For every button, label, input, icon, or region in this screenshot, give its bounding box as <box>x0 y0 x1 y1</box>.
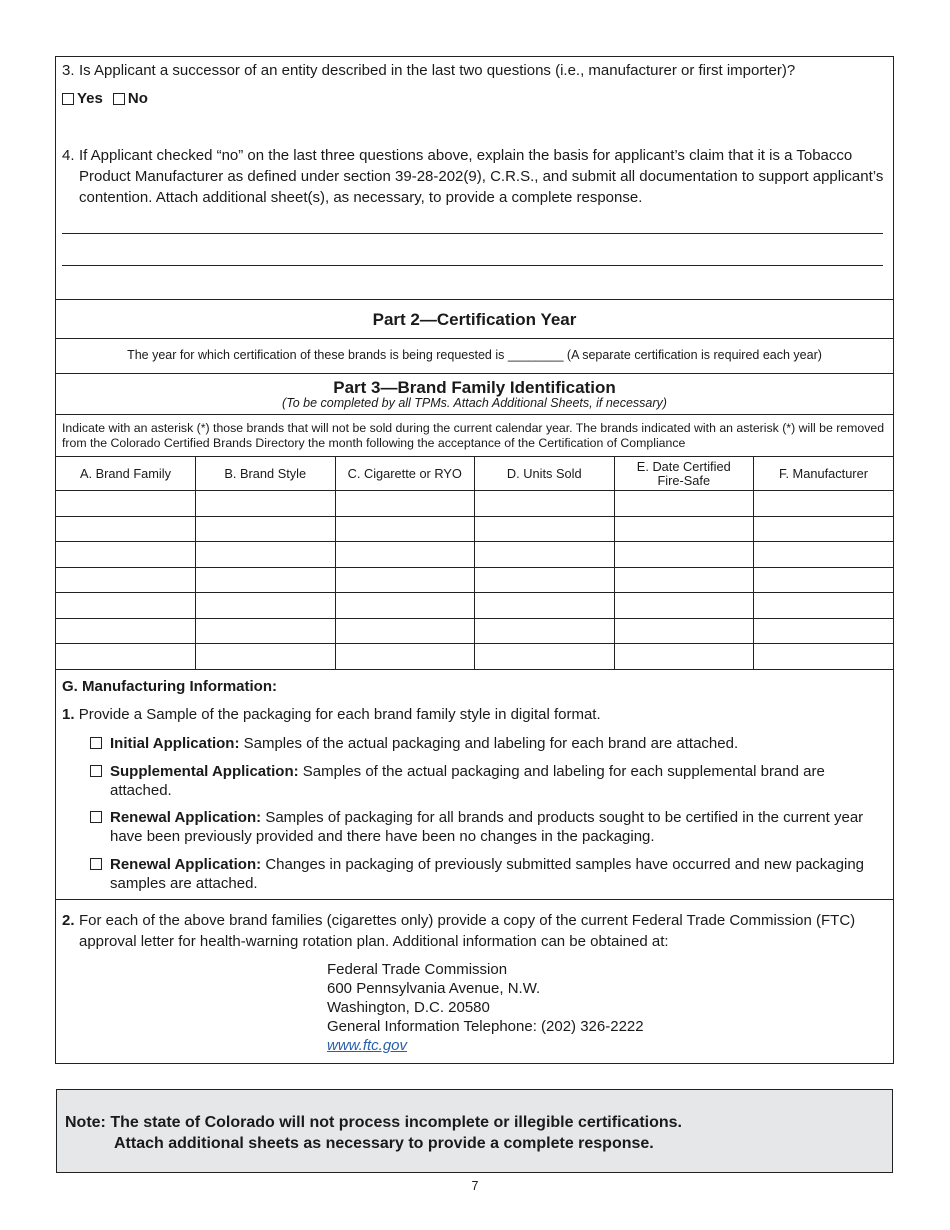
table-cell[interactable] <box>196 542 336 568</box>
manufacturing-title: G. Manufacturing Information: <box>62 678 277 695</box>
table-cell[interactable] <box>614 491 754 517</box>
question-4-text: If Applicant checked “no” on the last three questions above, explain the basis for applicant’s claim that it is a Tobacco Product Manufacturer as defined under section 39-28-202(9), C.R.S., and submit all documentation to support applicant’s contention. Attach additional sheet(s), as necessary, to provide a complete response. <box>79 147 884 206</box>
table-row <box>56 593 893 619</box>
table-cell[interactable] <box>56 567 196 593</box>
no-option[interactable] <box>113 90 148 107</box>
option-text: Samples of packaging for all brands and products sought to be certified in the current year have been previously provided and there have been no changes in the packaging. <box>110 809 864 845</box>
table-cell[interactable] <box>56 516 196 542</box>
part-2-title: Part 2—Certification Year <box>372 310 577 329</box>
table-cell[interactable] <box>475 542 615 568</box>
table-row <box>56 644 893 670</box>
yes-checkbox[interactable] <box>62 93 74 105</box>
column-header: B. Brand Style <box>196 457 336 491</box>
table-cell[interactable] <box>56 644 196 670</box>
table-cell[interactable] <box>335 542 475 568</box>
table-cell[interactable] <box>475 618 615 644</box>
ftc-link[interactable]: www.ftc.gov <box>327 1037 408 1054</box>
table-cell[interactable] <box>475 644 615 670</box>
table-cell[interactable] <box>475 567 615 593</box>
divider <box>56 299 893 300</box>
item-1-number: 1. <box>62 706 75 723</box>
no-checkbox[interactable] <box>113 93 125 105</box>
telephone-line: General Information Telephone: (202) 326-2222 <box>327 1018 644 1035</box>
note-line-2: Attach additional sheets as necessary to provide a complete response. <box>114 1135 654 1152</box>
table-cell[interactable] <box>196 516 336 542</box>
table-cell[interactable] <box>335 618 475 644</box>
option-label: Renewal Application: <box>110 809 262 826</box>
answer-line-1[interactable] <box>62 233 883 234</box>
divider <box>56 414 893 415</box>
table-cell[interactable] <box>754 516 894 542</box>
table-cell[interactable] <box>754 491 894 517</box>
option-text: Samples of the actual packaging and labeling for each supplemental brand are attached. <box>110 763 825 799</box>
table-cell[interactable] <box>56 491 196 517</box>
table-row <box>56 491 893 517</box>
item-2-text: For each of the above brand families (cigarettes only) provide a copy of the current Federal Trade Commission (FTC) approval letter for health-warning rotation plan. Additional information can be obtained at: <box>79 912 856 950</box>
renewal-changes-checkbox[interactable] <box>90 858 102 870</box>
table-cell[interactable] <box>475 516 615 542</box>
brand-table-header <box>56 457 893 491</box>
column-header: F. Manufacturer <box>754 457 894 491</box>
table-cell[interactable] <box>754 618 894 644</box>
table-cell[interactable] <box>196 618 336 644</box>
question-3 <box>62 60 887 81</box>
table-cell[interactable] <box>754 542 894 568</box>
part-3-title: Part 3—Brand Family Identification <box>333 378 616 397</box>
column-header: D. Units Sold <box>475 457 615 491</box>
question-4 <box>62 145 887 208</box>
asterisk-instruction: Indicate with an asterisk (*) those brands that will not be sold during the current calendar year. The brands indicated with an asterisk (*) will be removed from the Colorado Certified Brands Directory the month following the acceptance of the Certification of Compliance <box>62 421 885 450</box>
supplemental-application-option[interactable] <box>90 762 880 800</box>
address-line: Federal Trade Commission <box>327 961 508 978</box>
item-2-number: 2. <box>62 912 75 929</box>
ftc-address <box>327 960 644 1055</box>
address-line: 600 Pennsylvania Avenue, N.W. <box>327 980 541 997</box>
certification-year-text: The year for which certification of these brands is being requested is ________ (A separate certification is required each year) <box>127 348 822 362</box>
yes-label: Yes <box>77 90 103 107</box>
option-text: Changes in packaging of previously submitted samples have occurred and new packaging samples are attached. <box>110 856 865 892</box>
item-1-text: Provide a Sample of the packaging for each brand family style in digital format. <box>78 706 601 723</box>
manufacturing-item-2 <box>62 910 887 952</box>
initial-application-checkbox[interactable] <box>90 737 102 749</box>
page-number: 7 <box>471 1179 479 1193</box>
supplemental-application-checkbox[interactable] <box>90 765 102 777</box>
table-cell[interactable] <box>614 567 754 593</box>
table-cell[interactable] <box>475 593 615 619</box>
table-cell[interactable] <box>335 593 475 619</box>
table-cell[interactable] <box>335 491 475 517</box>
option-label: Initial Application: <box>110 735 240 752</box>
table-cell[interactable] <box>614 542 754 568</box>
table-cell[interactable] <box>335 567 475 593</box>
brand-table <box>56 456 893 670</box>
divider <box>56 338 893 339</box>
table-row <box>56 516 893 542</box>
table-cell[interactable] <box>56 618 196 644</box>
column-header <box>614 457 754 491</box>
divider <box>56 899 893 900</box>
table-cell[interactable] <box>475 491 615 517</box>
yes-option[interactable] <box>62 90 103 107</box>
table-row <box>56 567 893 593</box>
table-cell[interactable] <box>754 644 894 670</box>
table-cell[interactable] <box>196 491 336 517</box>
table-cell[interactable] <box>335 644 475 670</box>
renewal-application-checkbox[interactable] <box>90 811 102 823</box>
question-3-text: Is Applicant a successor of an entity described in the last two questions (i.e., manufacturer or first importer)? <box>79 62 796 79</box>
table-cell[interactable] <box>56 593 196 619</box>
form-frame <box>55 56 894 1064</box>
note-box <box>56 1089 893 1173</box>
table-cell[interactable] <box>614 644 754 670</box>
answer-line-2[interactable] <box>62 265 883 266</box>
initial-application-option[interactable] <box>90 734 880 753</box>
address-line: Washington, D.C. 20580 <box>327 999 490 1016</box>
column-header: A. Brand Family <box>56 457 196 491</box>
table-cell[interactable] <box>614 516 754 542</box>
table-cell[interactable] <box>614 593 754 619</box>
option-label: Renewal Application: <box>110 856 262 873</box>
question-3-number: 3. <box>62 62 75 79</box>
yes-no-options <box>62 90 148 107</box>
option-text: Samples of the actual packaging and labeling for each brand are attached. <box>243 735 739 752</box>
table-cell[interactable] <box>196 644 336 670</box>
no-label: No <box>127 90 148 107</box>
renewal-application-option[interactable] <box>90 808 880 846</box>
table-cell[interactable] <box>196 593 336 619</box>
question-4-number: 4. <box>62 147 75 164</box>
manufacturing-item-1 <box>62 706 601 723</box>
table-row <box>56 618 893 644</box>
table-cell[interactable] <box>196 567 336 593</box>
table-cell[interactable] <box>614 618 754 644</box>
table-row <box>56 542 893 568</box>
part-3-subtitle: (To be completed by all TPMs. Attach Additional Sheets, if necessary) <box>282 396 667 410</box>
note-line-1: Note: The state of Colorado will not process incomplete or illegible certifications. <box>65 1114 682 1131</box>
option-label: Supplemental Application: <box>110 763 299 780</box>
table-cell[interactable] <box>754 567 894 593</box>
column-header-text: E. Date Certified Fire-Safe <box>636 458 731 488</box>
divider <box>56 373 893 374</box>
table-cell[interactable] <box>56 542 196 568</box>
renewal-changes-option[interactable] <box>90 855 880 893</box>
table-cell[interactable] <box>335 516 475 542</box>
table-cell[interactable] <box>754 593 894 619</box>
column-header: C. Cigarette or RYO <box>335 457 475 491</box>
